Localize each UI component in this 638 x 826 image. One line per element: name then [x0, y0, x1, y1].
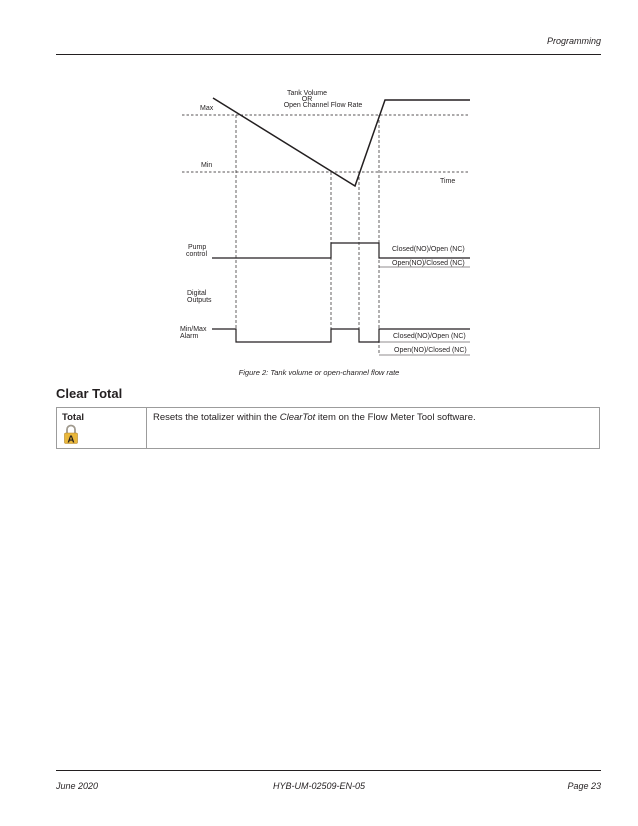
parameter-table — [56, 407, 600, 449]
max-label: Max — [200, 105, 214, 112]
alarm-label-line2: Alarm — [180, 333, 199, 340]
volume-curve — [213, 98, 470, 186]
y-axis-label-line3: Open Channel Flow Rate — [283, 102, 363, 109]
description-text-start: Resets the totalizer within the — [153, 412, 280, 423]
digital-outputs-label-line1: Digital — [187, 290, 207, 297]
description-text-end: item on the Flow Meter Tool software. — [315, 412, 476, 423]
description-item-name: ClearTot — [279, 412, 316, 423]
lock-level-letter: A — [67, 434, 75, 444]
footer-rule — [56, 770, 601, 771]
time-label: Time — [440, 178, 456, 185]
pump-control-label-line2: control — [186, 251, 208, 258]
alarm-closed-state-label: Closed(NO)/Open (NC) — [393, 333, 466, 340]
parameter-name: Total — [62, 412, 84, 423]
parameter-description — [153, 412, 476, 423]
section-title: Clear Total — [56, 386, 123, 401]
min-label: Min — [201, 162, 213, 169]
alarm-label-line1: Min/Max — [180, 326, 207, 333]
alarm-open-state-label: Open(NO)/Closed (NC) — [394, 347, 467, 354]
running-head: Programming — [546, 36, 601, 46]
pump-closed-state-label: Closed(NO)/Open (NC) — [392, 246, 465, 253]
footer-date: June 2020 — [56, 781, 99, 791]
footer-page-number: Page 23 — [567, 781, 601, 791]
tank-volume-diagram — [0, 0, 638, 370]
footer-document-id: HYB-UM-02509-EN-05 — [272, 781, 366, 791]
figure-caption: Figure 2: Tank volume or open-channel flow rate — [238, 368, 400, 377]
pump-open-state-label: Open(NO)/Closed (NC) — [392, 260, 465, 267]
y-axis-label-line1: Tank Volume — [286, 90, 328, 97]
lock-icon — [63, 424, 79, 444]
parameter-name-cell — [57, 408, 147, 448]
pump-control-label-line1: Pump — [188, 244, 207, 251]
y-axis-label-line2: OR — [301, 96, 313, 103]
digital-outputs-label-line2: Outputs — [187, 297, 212, 304]
